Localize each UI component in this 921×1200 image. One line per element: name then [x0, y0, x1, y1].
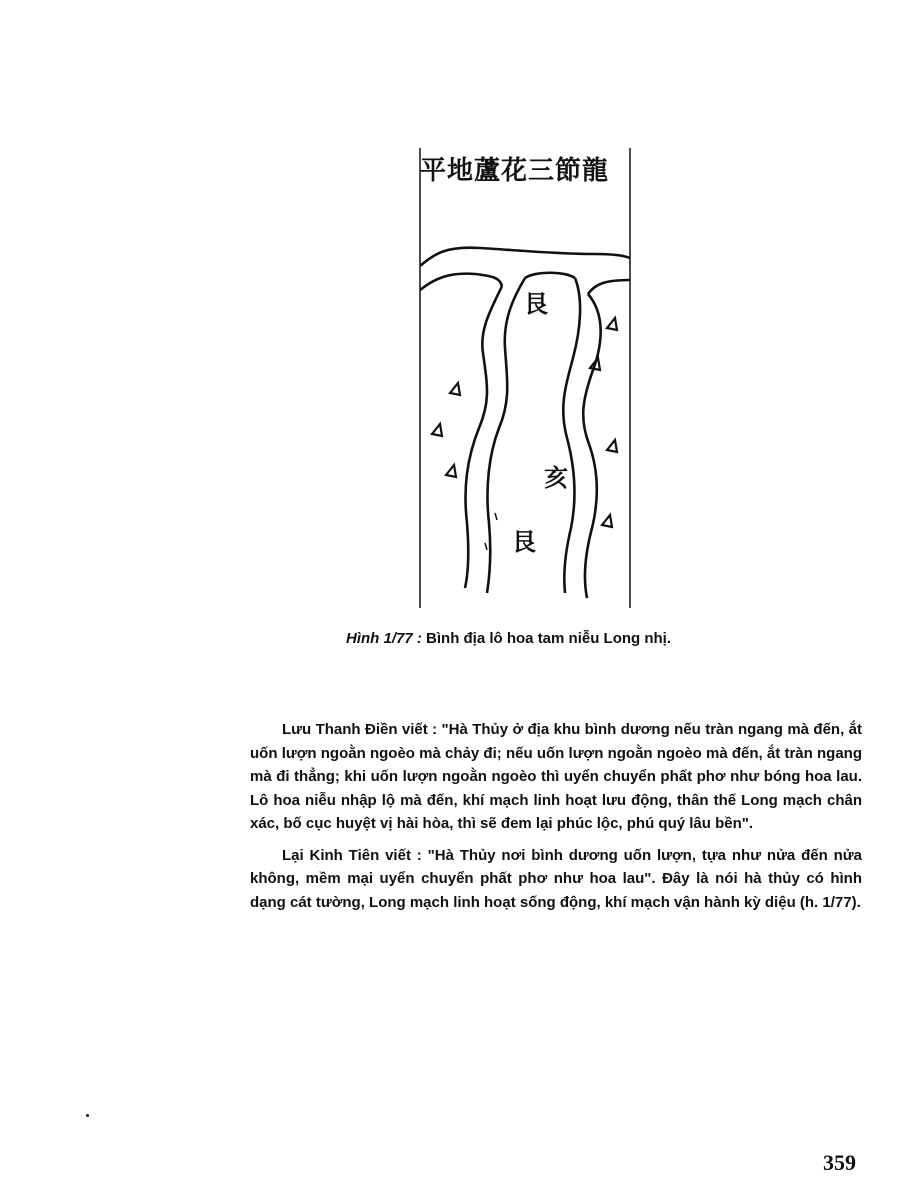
glyph-gen-bottom: 艮 — [512, 527, 536, 556]
figure-number: Hình 1/77 : — [346, 630, 422, 647]
landmass-top-edge — [525, 273, 575, 278]
margin-dot — [86, 1114, 89, 1117]
body-text — [250, 718, 862, 922]
triangle-marker — [446, 465, 456, 477]
figure-title-cjk: 平地蘆花三節龍 — [420, 156, 610, 186]
glyph-hai: 亥 — [544, 463, 568, 492]
triangle-marker — [602, 515, 612, 527]
right-branch-inner-bank — [563, 278, 580, 593]
triangle-marker — [607, 440, 617, 452]
caption-text: Bình địa lô hoa tam niễu Long nhị. — [421, 630, 672, 647]
page-number: 359 — [823, 1150, 856, 1175]
figure-caption — [346, 630, 776, 647]
triangle-marker — [432, 424, 442, 436]
bank-tick-mark — [495, 513, 497, 520]
triangle-marker — [450, 383, 460, 395]
triangle-marker — [607, 318, 617, 330]
river-lower-bank-left — [420, 274, 502, 290]
paragraph-luu-thanh-dien: Lưu Thanh Điền viết : "Hà Thủy ở địa khu bình dương nếu tràn ngang mà đến, ắt uốn lượn ngoằn ngoèo mà chảy đi; nếu uốn lượn ngoằn ngoèo mà đến, ắt tràn ngang mà đi thẳng; khi uốn lượn ngoằn ngoèo thì uyển chuyển phất phơ như bóng hoa lau. Lô hoa niễu nhập lộ mà đến, khí mạch linh hoạt lưu động, thân thế Long mạch chân xác, bố cục huyệt vị hài hòa, thì sẽ đem lại phúc lộc, phú quý lâu bền". — [250, 721, 862, 832]
right-branch-outer-bank — [583, 294, 600, 598]
river-lower-bank-right — [588, 280, 630, 294]
glyph-gen-top: 艮 — [524, 289, 548, 318]
paragraph-lai-kinh-tien: Lại Kinh Tiên viết : "Hà Thủy nơi bình dương uốn lượn, tựa như nửa đến nửa không, mềm mại uyển chuyển phất phơ như hoa lau". Đây là nói hà thủy có hình dạng cát tường, Long mạch linh hoạt sống động, khí mạch vận hành kỳ diệu (h. 1/77). — [250, 846, 862, 911]
bank-tick-mark — [485, 543, 487, 550]
river-upper-bank — [420, 248, 630, 266]
